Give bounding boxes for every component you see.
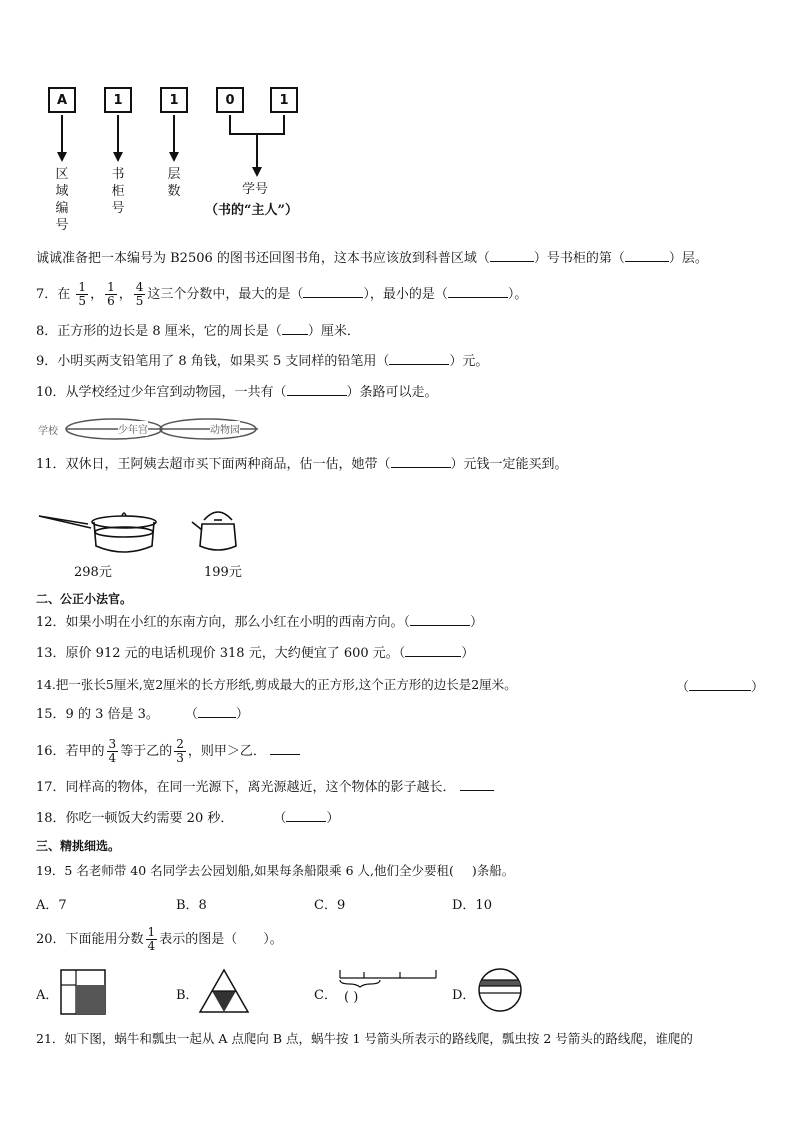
question-15 [36,706,249,724]
q7-blank-1[interactable] [303,297,363,298]
code-box-floor: 1 [160,87,188,113]
q20-f-num: 1 [147,925,156,939]
q14-paren-b: ） [751,680,765,695]
q17-blank[interactable] [460,790,494,791]
q16-text-b: 等于乙的 [120,744,173,759]
question-19 [36,862,514,880]
q15-blank[interactable] [198,717,236,718]
q20-text-a: 20．下面能用分数 [36,932,144,947]
route-label-palace: 少年宫 [118,421,148,436]
q7-f1-num: 1 [78,280,87,294]
question-18 [36,810,339,828]
question-10 [36,384,438,402]
q17-text: 17．同样高的物体，在同一光源下，离光源越近，这个物体的影子越长． [36,780,456,795]
q6-text-c: ）层。 [668,251,708,266]
q16-fraction-1 [107,738,119,765]
q20-option-a[interactable]: A． [36,988,59,1003]
q21-text: 21．如下图，蜗牛和瓢虫一起从 A 点爬向 B 点，蜗牛按 1 号箭头所表示的路线爬，瓢虫按 2 号箭头的路线爬，谁爬的 [36,1031,693,1046]
q14-paren-a: （ [676,680,690,695]
pot-price: 298元 [74,565,112,580]
q13-text-a: 13．原价 912 元的电话机现价 318 元，大约便宜了 600 元。（ [36,646,406,661]
q16-blank[interactable] [270,754,300,755]
label-student-number: 学号 [242,182,269,197]
label-shelf-number: 书柜号 [111,167,125,216]
code-box-area: A [48,87,76,113]
q7-prefix: 7．在 [36,287,71,302]
question-20 [36,925,283,955]
q16-fraction-2 [174,738,186,765]
question-13 [36,645,474,663]
q6-blank-1[interactable] [490,261,534,262]
q11-text-a: 11．双休日，王阿姨去超市买下面两种商品，估一估，她带（ [36,457,391,472]
q15-text: 15．9 的 3 倍是 3。 [36,707,159,722]
q19-text-a: 19．5 名老师带 40 名同学去公园划船,如果每条船限乘 6 人,他们全少要租( [36,863,454,878]
question-17 [36,779,494,797]
q20-option-b[interactable]: B． [176,988,199,1003]
q7-fraction-2 [105,281,117,308]
q12-text-b: ） [470,615,484,630]
kettle-price: 199元 [204,565,242,580]
q19-text-b: )条船。 [471,863,515,878]
q18-paren-b: ） [326,811,340,826]
q20-text-b: 表示的图是（ ）。 [159,932,283,947]
q9-blank[interactable] [389,364,449,365]
q20-fraction [146,926,158,953]
question-16 [36,737,300,767]
q8-blank[interactable] [282,334,308,335]
q20-option-c[interactable]: C． [314,988,337,1003]
q16-text-a: 16．若甲的 [36,744,105,759]
q20-f-den: 4 [147,939,156,953]
pot-icon [36,498,160,560]
q13-text-b: ） [461,646,475,661]
q19-option-a[interactable]: A．7 [36,898,67,913]
q19-option-b[interactable]: B．8 [176,898,207,913]
kettle-icon [190,502,246,556]
q18-paren-a: （ [273,811,287,826]
q15-paren-b: ） [235,707,249,722]
question-21 [36,1030,693,1048]
q8-text-b: ）厘米． [307,324,360,339]
question-12 [36,614,483,632]
q19-option-d[interactable]: D．10 [452,898,492,913]
q6-blank-2[interactable] [625,261,669,262]
question-6 [36,250,708,268]
q9-text-a: 9．小明买两支铅笔用了 8 角钱，如果买 5 支同样的铅笔用（ [36,354,390,369]
label-book-owner: （书的“主人”） [205,203,298,218]
q20-option-d[interactable]: D． [452,988,476,1003]
q7-fraction-3 [134,281,146,308]
q7-text-c: ）。 [507,287,528,302]
q7-text-a: 这三个分数中，最大的是（ [147,287,304,302]
q7-fraction-1 [76,281,88,308]
q20-c-paren: ( ) [344,990,359,1005]
q7-f3-num: 4 [135,280,144,294]
q7-f1-den: 5 [78,294,87,308]
q12-blank[interactable] [410,625,470,626]
q13-blank[interactable] [405,656,461,657]
q20-figure-b-triangle [198,968,250,1014]
question-9 [36,353,488,371]
q10-text-b: ）条路可以走。 [346,385,438,400]
section-3-heading: 三、精挑细选。 [36,839,121,853]
question-8 [36,323,360,341]
q16-f2-num: 2 [176,737,184,751]
q10-text-a: 10．从学校经过少年宫到动物园，一共有（ [36,385,287,400]
q7-blank-2[interactable] [448,297,508,298]
q8-text-a: 8．正方形的边长是 8 厘米，它的周长是（ [36,324,282,339]
q16-text-c: ，则甲＞乙． [187,744,266,759]
question-11 [36,456,568,474]
q16-f1-den: 4 [108,751,117,765]
q7-f2-num: 1 [107,280,115,294]
q20-figure-c-segment [338,968,438,988]
q11-text-b: ）元钱一定能买到。 [450,457,568,472]
q16-f2-den: 3 [176,751,184,765]
q14-answer [676,676,764,695]
q10-blank[interactable] [287,395,347,396]
q7-text-b: ），最小的是（ [363,287,448,302]
label-area-code: 区域编号 [55,167,69,233]
route-label-school: 学校 [38,422,58,437]
q7-f3-den: 5 [135,294,144,308]
code-box-shelf: 1 [104,87,132,113]
q11-blank[interactable] [391,467,451,468]
q18-blank[interactable] [286,821,326,822]
section-2-heading: 二、公正小法官。 [36,592,133,606]
q9-text-b: ）元。 [449,354,489,369]
q6-text-b: ）号书柜的第（ [533,251,625,266]
question-7 [36,280,527,310]
q7-comma-2: ， [118,287,132,302]
q19-option-c[interactable]: C．9 [314,898,346,913]
q6-text-a: 诚诚准备把一本编号为 B2506 的图书还回图书角，这本书应该放到科普区域（ [36,251,490,266]
q16-f1-num: 3 [108,737,117,751]
code-box-student-2: 1 [270,87,298,113]
q18-text: 18．你吃一顿饭大约需要 20 秒． [36,811,234,826]
q7-f2-den: 6 [107,294,115,308]
route-label-zoo: 动物园 [210,421,240,436]
q7-comma-1: ， [90,287,104,302]
question-14 [36,676,517,694]
q20-figure-a-square [60,969,106,1015]
code-box-student-1: 0 [216,87,244,113]
q15-paren-a: （ [184,707,198,722]
q20-figure-d-circle [476,966,524,1014]
q14-text: 14.把一张长5厘米,宽2厘米的长方形纸,剪成最大的正方形,这个正方形的边长是2厘米。 [36,677,517,692]
q12-text-a: 12．如果小明在小红的东南方向，那么小红在小明的西南方向。（ [36,615,411,630]
label-floor-count: 层数 [167,167,181,199]
q14-blank[interactable] [689,690,751,691]
